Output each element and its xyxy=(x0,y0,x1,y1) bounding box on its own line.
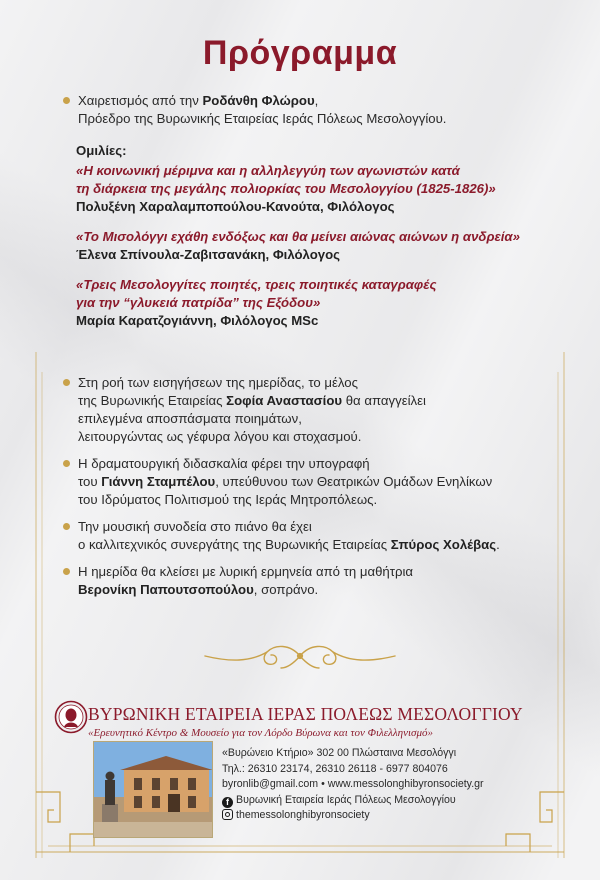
contact-phone: Τηλ.: 26310 23174, 26310 26118 - 6977 804076 xyxy=(222,762,448,775)
list-item xyxy=(62,518,562,554)
greeting-suffix: , xyxy=(314,93,319,108)
item-text: Την μουσική συνοδεία στο πιάνο θα έχει xyxy=(78,519,312,534)
talk-title-line: τη διάρκεια της μεγάλης πολιορκίας του Μεσολογγίου (1825-1826)» xyxy=(76,181,496,196)
item-person: Σοφία Αναστασίου xyxy=(226,393,343,408)
item-text: Η δραματουργική διδασκαλία φέρει την υπογραφή xyxy=(78,456,370,471)
building-photo xyxy=(93,741,213,838)
contact-info xyxy=(222,746,484,824)
talk-speaker: Έλενα Σπίνουλα-Ζαβιτσανάκη, Φιλόλογος xyxy=(76,247,341,262)
list-item xyxy=(62,563,562,599)
greeting-name: Ροδάνθη Φλώρου xyxy=(202,93,315,108)
talk-title-line: «Τρεις Μεσολογγίτες ποιητές, τρεις ποιητικές καταγραφές xyxy=(76,277,437,292)
page-title: Πρόγραμμα xyxy=(202,34,398,72)
contact-email-website[interactable]: byronlib@gmail.com • www.messolonghibyronsociety.gr xyxy=(222,778,484,791)
item-person: Βερονίκη Παπουτσοπούλου xyxy=(78,582,254,597)
program-items xyxy=(62,374,562,599)
item-text: της Βυρωνικής Εταιρείας xyxy=(78,393,227,408)
talks-heading: Ομιλίες: xyxy=(76,143,127,158)
item-text: Στη ροή των εισηγήσεων της ημερίδας, το μέλος xyxy=(78,375,358,390)
item-text: , υπεύθυνου των Θεατρικών Ομάδων Ενηλίκων xyxy=(215,474,493,489)
talk-3 xyxy=(76,276,576,330)
contact-instagram[interactable] xyxy=(222,808,484,824)
talk-title-line: «Η κοινωνική μέριμνα και η αλληλεγγύη των αγωνιστών κατά xyxy=(76,163,460,178)
talk-speaker: Πολυξένη Χαραλαμποπούλου-Κανούτα, Φιλόλογος xyxy=(76,199,395,214)
item-text: . xyxy=(496,537,500,552)
facebook-icon: f xyxy=(222,797,233,808)
talk-title-line: για την “γλυκειά πατρίδα” της Εξόδου» xyxy=(76,295,321,310)
item-text: Η ημερίδα θα κλείσει με λυρική ερμηνεία από τη μαθήτρια xyxy=(78,564,414,579)
greeting-item xyxy=(62,92,562,128)
contact-facebook[interactable] xyxy=(222,793,484,809)
organization-name: ΒΥΡΩΝΙΚΗ ΕΤΑΙΡΕΙΑ ΙΕΡΑΣ ΠΟΛΕΩΣ ΜΕΣΟΛΟΓΓΙΟΥ xyxy=(88,704,523,724)
list-item xyxy=(62,455,562,509)
item-text: , σοπράνο. xyxy=(253,582,319,597)
talk-2 xyxy=(76,228,576,264)
organization-subtitle: «Ερευνητικό Κέντρο & Μουσείο για τον Λόρδο Βύρωνα και τον Φιλελληνισμό» xyxy=(88,727,433,739)
society-seal-icon xyxy=(54,700,88,734)
talk-speaker: Μαρία Καρατζογιάννη, Φιλόλογος MSc xyxy=(76,313,319,328)
instagram-label: themessolonghibyronsociety xyxy=(236,809,370,822)
item-text: θα απαγγείλει xyxy=(342,393,426,408)
item-text: του Ιδρύματος Πολιτισμού της Ιεράς Μητροπόλεως. xyxy=(78,492,378,507)
item-text: ο καλλιτεχνικός συνεργάτης της Βυρωνικής Εταιρείας xyxy=(78,537,391,552)
item-text: λειτουργώντας ως γέφυρα λόγου και στοχασμού. xyxy=(78,429,362,444)
greeting-prefix: Χαιρετισμός από την xyxy=(78,93,203,108)
item-text: επιλεγμένα αποσπάσματα ποιημάτων, xyxy=(78,411,302,426)
scroll-ornament-icon xyxy=(195,640,405,672)
organization xyxy=(88,704,568,739)
list-item xyxy=(62,374,562,446)
greeting xyxy=(62,92,562,128)
talks-section xyxy=(76,142,576,330)
contact-address: «Βυρώνειο Κτήριο» 302 00 Πλώσταινα Μεσολόγγι xyxy=(222,747,457,759)
facebook-label: Βυρωνική Εταιρεία Ιεράς Πόλεως Μεσολογγίου xyxy=(236,793,456,806)
item-person: Γιάννη Σταμπέλου xyxy=(101,474,216,489)
instagram-icon xyxy=(222,809,233,820)
greeting-role: Πρόεδρο της Βυρωνικής Εταιρείας Ιεράς Πόλεως Μεσολογγίου. xyxy=(78,111,447,126)
talk-title-line: «Το Μισολόγγι εχάθη ενδόξως και θα μείνει αιώνας αιώνων η ανδρεία» xyxy=(76,229,520,244)
talk-1 xyxy=(76,162,576,216)
item-person: Σπύρος Χολέβας xyxy=(390,537,497,552)
item-text: του xyxy=(78,474,102,489)
